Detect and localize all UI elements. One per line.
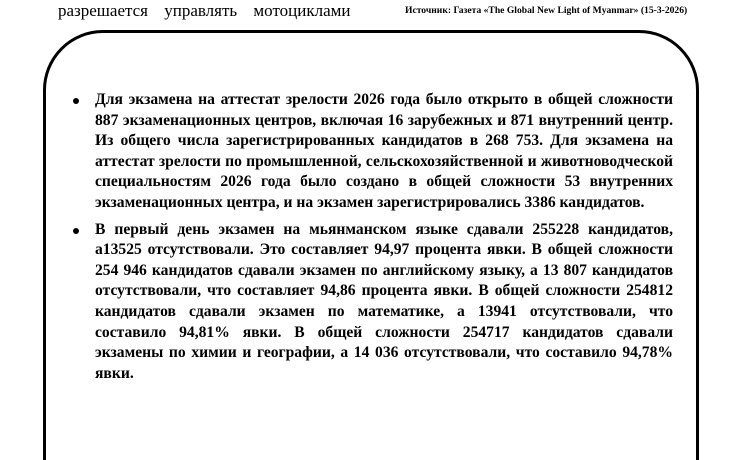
bullet-list [95, 90, 673, 390]
bullet-item-exam-centers: Для экзамена на аттестат зрелости 2026 года было открыто в общей сложности 887 экзаменационных центров, включая 16 зарубежных и 871 внутренний центр. Из общего числа зарегистрированных кандидатов в 268 753. Для экзамена на аттестат зрелости по промышленной, сельскохозяйственной и животноводческой специальностям 2026 года было создано в общей сложности 53 внутренних экзаменационных центра, и на экзамен зарегистрировались 3386 кандидатов. [95, 90, 673, 214]
bullet-item-attendance: В первый день экзамен на мьянманском языке сдавали 255228 кандидатов, а13525 отсутствовали. Это составляет 94,97 процента явки. В общей сложности 254 946 кандидатов сдавали экзамен по английскому языку, а 13 807 кандидатов отсутствовали, что составляет 94,86 процента явки. В общей сложности 254812 кандидатов сдавали экзамен по математике, а 13941 отсутствовали, что составило 94,81% явки. В общей сложности 254717 кандидатов сдавали экзамены по химии и географии, а 14 036 отсутствовали, что составило 94,78% явки. [95, 220, 673, 385]
top-text-fragment: разрешается управлять мотоциклами [58, 1, 351, 20]
source-caption: Источник: Газета «The Global New Light of Myanmar» (15-3-2026) [405, 5, 688, 16]
